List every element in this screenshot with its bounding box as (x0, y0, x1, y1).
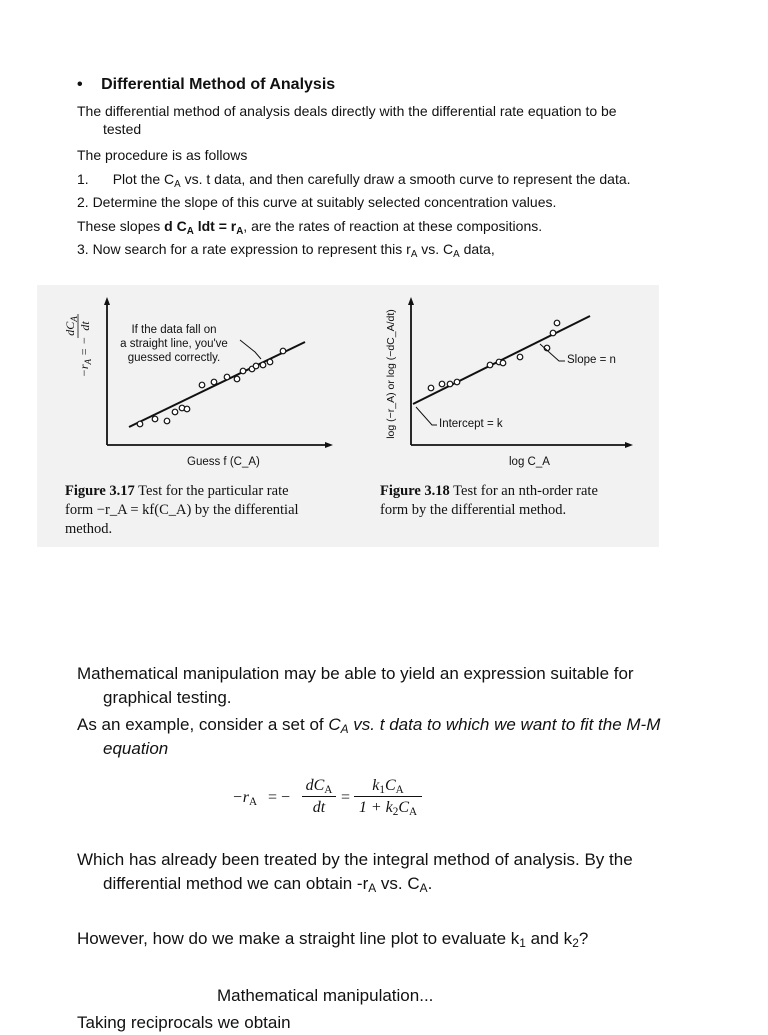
fig318-caption-l2: form by the differential method. (380, 502, 567, 518)
data-point (253, 363, 259, 369)
data-point (280, 348, 286, 354)
fig317-annotation-l3: guessed correctly. (127, 352, 221, 364)
eq-frac2 (354, 776, 422, 819)
bullet: • (77, 76, 83, 93)
slopes-text-a: These slopes (77, 218, 165, 234)
eq-lhs (232, 789, 257, 807)
fig318-xlabel: log C_A (509, 456, 550, 468)
eq-den2-sub1: 2 (392, 806, 399, 818)
step-1-text-a: Plot the C (112, 171, 175, 187)
slopes-text-c: , are the rates of reaction at these compositions. (243, 218, 543, 234)
step-1 (77, 170, 631, 188)
data-point (234, 376, 240, 382)
para-4-text-2: and k (525, 929, 573, 948)
intro-paragraph (77, 102, 717, 138)
data-point (224, 374, 230, 380)
fig317-ylabel (77, 337, 93, 377)
data-point (550, 330, 556, 336)
para-4-text-1: However, how do we make a straight line plot to evaluate k (77, 929, 520, 948)
section-heading (77, 76, 335, 94)
eq-frac1 (302, 776, 336, 819)
para-4 (77, 927, 588, 951)
para-4-sub-2: 2 (572, 936, 579, 950)
fig317-caption-l2: form −r_A = kf(C_A) by the differential (65, 502, 299, 518)
fig317-ylabel-frac (63, 314, 92, 338)
eq-lhs-r: −r (232, 789, 250, 806)
eq-num2-sub2: A (395, 784, 404, 796)
fig317-caption-label: Figure 3.17 (65, 483, 135, 499)
data-point (267, 359, 273, 365)
para-2-text-1: As an example, consider a set of (77, 715, 329, 734)
data-point (439, 381, 445, 387)
procedure-intro: The procedure is as follows (77, 147, 248, 163)
data-point (447, 381, 453, 387)
svg-text:dt: dt (78, 321, 92, 331)
data-point (211, 379, 217, 385)
data-point (137, 421, 143, 427)
eq-eq2: = (341, 789, 351, 806)
intro-line1b: tested (103, 121, 142, 137)
step-3 (77, 240, 495, 258)
fig317-caption-l3: method. (65, 521, 113, 537)
fig318-data-points (428, 320, 560, 391)
para-3-line-b (77, 872, 757, 896)
fig318-intercept-label: Intercept = k (439, 418, 503, 430)
step-3-text-a: 3. Now search for a rate expression to represent this r (77, 241, 411, 257)
data-point (517, 354, 523, 360)
para-3-line-a: Which has already been treated by the integral method of analysis. By the (77, 850, 633, 869)
fig318-slope-pointer (540, 344, 565, 361)
step-1-sub: A (174, 179, 181, 190)
eq-num2-sub1: 1 (379, 784, 385, 796)
para-2-text-2: vs. t data to which we want to fit the M-M (348, 715, 661, 734)
svg-text:dCA: $dC_A$ (63, 316, 79, 336)
svg-text:−rA = −: $-r_A$ = − (77, 336, 93, 378)
eq-den1: dt (312, 799, 326, 816)
eq-den2-sub2: A (409, 806, 418, 818)
fig317-caption (65, 482, 347, 539)
para-3-text-2: vs. C (376, 874, 420, 893)
para-2-line-b: equation (103, 739, 169, 758)
data-point (164, 418, 170, 424)
data-point (500, 360, 506, 366)
para-2 (77, 713, 757, 761)
para-3-sub-2: A (419, 881, 428, 895)
para-6: Taking reciprocals we obtain (77, 1013, 291, 1032)
figure-panel (37, 285, 659, 547)
step-3-sub-2: A (453, 249, 460, 260)
eq-num1: dC (305, 777, 325, 794)
intro-line1: The differential method of analysis deals directly with the differential rate equation to be (77, 103, 617, 119)
para-1-line-a: Mathematical manipulation may be able to yield an expression suitable for (77, 664, 634, 683)
data-point (260, 362, 266, 368)
step-3-text-b: vs. C (417, 241, 454, 257)
slopes-bold-2: ldt = r (193, 218, 237, 234)
fig317-caption-l1: Test for the particular rate (134, 483, 289, 499)
step-2: 2. Determine the slope of this curve at suitably selected concentration values. (77, 194, 557, 210)
para-2-ca-sub: A (340, 722, 349, 736)
fig317-annotation-l1: If the data fall on (131, 324, 217, 336)
fig317-annotation-arrow (240, 340, 261, 359)
data-point (184, 406, 190, 412)
step-1-number: 1. (77, 171, 89, 187)
data-point (454, 379, 460, 385)
eq-num1-sub: A (324, 784, 333, 796)
para-1 (77, 662, 737, 710)
data-point (240, 368, 246, 374)
para-5: Mathematical manipulation... (217, 986, 434, 1005)
fig318-caption-label: Figure 3.18 (380, 483, 450, 499)
para-3-sub-1: A (368, 881, 377, 895)
para-1-line-b: graphical testing. (103, 688, 232, 707)
para-3 (77, 848, 757, 896)
fig318-ylabel: log (−r_A) or log (−dC_A/dt) (385, 309, 397, 439)
data-point (172, 409, 178, 415)
eq-eq1: = − (268, 789, 291, 806)
fig318-slope-label: Slope = n (567, 354, 616, 366)
data-point (199, 382, 205, 388)
eq-lhs-sub: A (249, 796, 258, 808)
para-3-text-3: . (427, 874, 433, 893)
slopes-line (77, 217, 542, 235)
step-3-sub-1: A (410, 249, 418, 260)
fig317-annotation (109, 323, 239, 365)
heading-text: Differential Method of Analysis (101, 76, 336, 93)
data-point (554, 320, 560, 326)
para-3-text-1: differential method we can obtain -r (103, 874, 369, 893)
fig318-intercept-pointer (416, 407, 437, 425)
data-point (428, 385, 434, 391)
fig318-caption-l1: Test for an nth-order rate (449, 483, 598, 499)
step-3-text-c: data, (459, 241, 495, 257)
para-2-line-a (77, 713, 757, 737)
fig317-xlabel: Guess f (C_A) (187, 456, 260, 468)
data-point (487, 362, 493, 368)
step-1-text-b: vs. t data, and then carefully draw a smooth curve to represent the data. (180, 171, 631, 187)
para-4-sub-1: 1 (519, 936, 526, 950)
data-point (152, 416, 158, 422)
slopes-bold-1: d C (164, 218, 187, 234)
eq-num2-c: C (384, 777, 396, 794)
eq-den2-c: C (398, 799, 410, 816)
para-4-text-3: ? (578, 929, 589, 948)
mm-equation (232, 772, 442, 828)
para-2-ca: C (328, 715, 341, 734)
eq-den2-a: 1 + k (358, 799, 393, 816)
fig318-caption (380, 482, 660, 520)
slopes-sub-1: A (186, 226, 194, 237)
eq-num2-k: k (372, 777, 380, 794)
slopes-sub-2: A (236, 226, 244, 237)
fig317-annotation-l2: a straight line, you've (120, 338, 228, 350)
